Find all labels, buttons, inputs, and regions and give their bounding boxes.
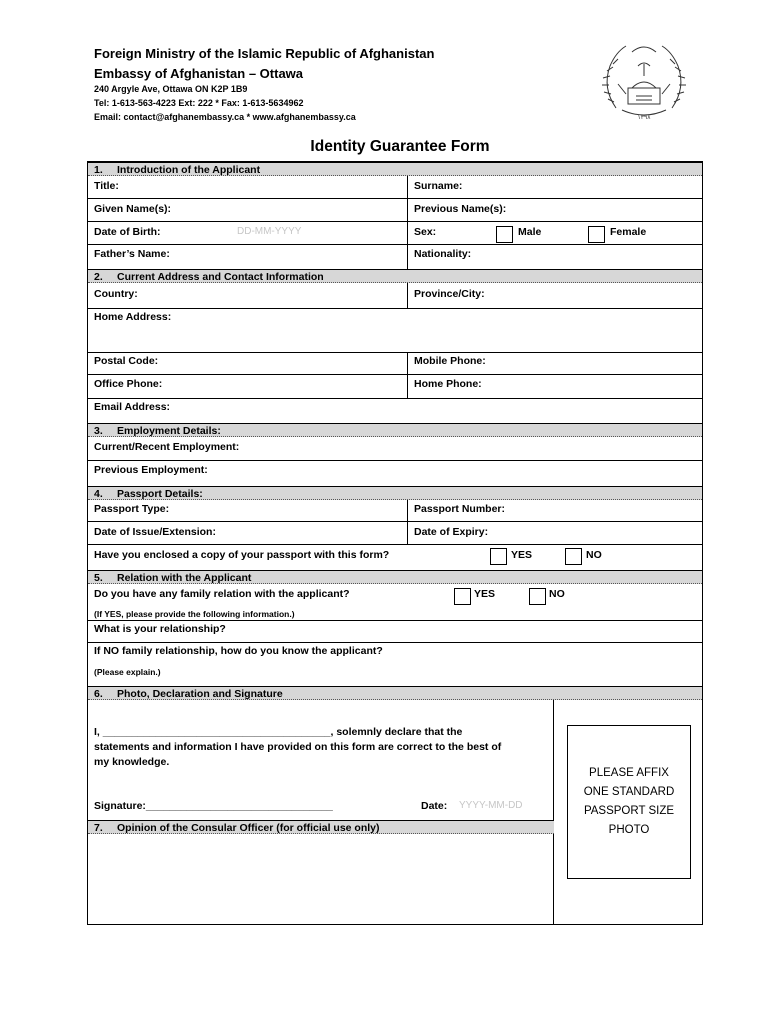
passport-number-label: Passport Number:: [414, 503, 506, 515]
current-employment-label: Current/Recent Employment:: [94, 441, 240, 453]
embassy-phone: Tel: 1-613-563-4223 Ext: 222 * Fax: 1-613-5634962: [94, 98, 304, 108]
fathers-name-label: Father’s Name:: [94, 248, 170, 260]
photo-line-1: PLEASE AFFIX: [589, 767, 669, 779]
section-header-1: [88, 162, 702, 176]
if-yes-note: (If YES, please provide the following information.): [94, 609, 295, 619]
afghanistan-emblem-icon: [596, 38, 692, 124]
photo-placeholder: [567, 725, 691, 879]
section-title: Current Address and Contact Information: [117, 271, 324, 283]
female-label: Female: [610, 226, 647, 238]
date-input[interactable]: YYYY-MM-DD: [459, 800, 523, 811]
please-explain-note: (Please explain.): [94, 667, 161, 677]
form-title: Identity Guarantee Form: [310, 138, 490, 155]
male-checkbox[interactable]: [496, 226, 513, 243]
section-title: Relation with the Applicant: [117, 572, 252, 584]
mobile-phone-label: Mobile Phone:: [414, 355, 486, 367]
country-label: Country:: [94, 288, 138, 300]
family-relation-question: Do you have any family relation with the applicant?: [94, 588, 350, 600]
male-label: Male: [518, 226, 542, 238]
declaration-line-1: I, _______________________________________, solemnly declare that the: [94, 726, 463, 738]
section-number: 7.: [94, 822, 103, 834]
section-title: Introduction of the Applicant: [117, 164, 261, 176]
previous-names-label: Previous Name(s):: [414, 203, 507, 215]
previous-employment-label: Previous Employment:: [94, 464, 208, 476]
section-title: Photo, Declaration and Signature: [117, 688, 283, 700]
surname-label: Surname:: [414, 180, 463, 192]
section-number: 2.: [94, 271, 103, 283]
home-address-label: Home Address:: [94, 311, 172, 323]
family-relation-yes-label: YES: [474, 588, 496, 600]
family-relation-yes-checkbox[interactable]: [454, 588, 471, 605]
section-number: 1.: [94, 164, 103, 176]
ministry-name: Foreign Ministry of the Islamic Republic of Afghanistan: [94, 46, 435, 61]
date-label: Date:: [421, 800, 448, 812]
section-number: 4.: [94, 488, 103, 500]
photo-line-3: PASSPORT SIZE: [583, 805, 675, 817]
passport-copy-no-checkbox[interactable]: [565, 548, 582, 565]
emblem-year: ۱۳۹۸: [637, 114, 651, 121]
title-label: Title:: [94, 180, 119, 192]
office-phone-label: Office Phone:: [94, 378, 163, 390]
dob-input[interactable]: DD-MM-YYYY: [237, 226, 302, 237]
family-relation-no-checkbox[interactable]: [529, 588, 546, 605]
province-label: Province/City:: [414, 288, 485, 300]
section-header-5: [88, 570, 702, 584]
section-header-7: [88, 820, 554, 834]
photo-line-4: PHOTO: [608, 824, 650, 836]
relationship-label: What is your relationship?: [94, 623, 226, 635]
section-number: 5.: [94, 572, 103, 584]
declaration-line-2: statements and information I have provided on this form are correct to the best of: [94, 741, 502, 753]
given-names-label: Given Name(s):: [94, 203, 172, 215]
passport-copy-no-label: NO: [586, 549, 602, 561]
embassy-address: 240 Argyle Ave, Ottawa ON K2P 1B9: [94, 84, 248, 94]
issue-date-label: Date of Issue/Extension:: [94, 526, 216, 538]
section-number: 6.: [94, 688, 103, 700]
passport-copy-yes-checkbox[interactable]: [490, 548, 507, 565]
declaration-line-3: my knowledge.: [94, 756, 170, 768]
section-header-4: [88, 486, 702, 500]
nationality-label: Nationality:: [414, 248, 472, 260]
dob-label: Date of Birth:: [94, 226, 161, 238]
female-checkbox[interactable]: [588, 226, 605, 243]
passport-copy-question: Have you enclosed a copy of your passport with this form?: [94, 549, 390, 561]
section-number: 3.: [94, 425, 103, 437]
section-header-3: [88, 423, 702, 437]
section-header-2: [88, 269, 702, 283]
photo-line-2: ONE STANDARD: [583, 786, 675, 798]
postal-code-label: Postal Code:: [94, 355, 159, 367]
how-know-question: If NO family relationship, how do you know the applicant?: [94, 645, 383, 657]
section-title: Opinion of the Consular Officer (for official use only): [117, 822, 380, 834]
expiry-date-label: Date of Expiry:: [414, 526, 489, 538]
section-title: Passport Details:: [117, 488, 203, 500]
section-header-6: [88, 686, 702, 700]
email-label: Email Address:: [94, 401, 171, 413]
home-phone-label: Home Phone:: [414, 378, 482, 390]
family-relation-no-label: NO: [549, 588, 565, 600]
passport-copy-yes-label: YES: [511, 549, 533, 561]
sex-label: Sex:: [414, 226, 437, 238]
embassy-name: Embassy of Afghanistan – Ottawa: [94, 66, 304, 81]
section-title: Employment Details:: [117, 425, 221, 437]
embassy-email: Email: contact@afghanembassy.ca * www.afghanembassy.ca: [94, 112, 356, 122]
passport-type-label: Passport Type:: [94, 503, 170, 515]
signature-field[interactable]: Signature:________________________________: [94, 800, 333, 812]
